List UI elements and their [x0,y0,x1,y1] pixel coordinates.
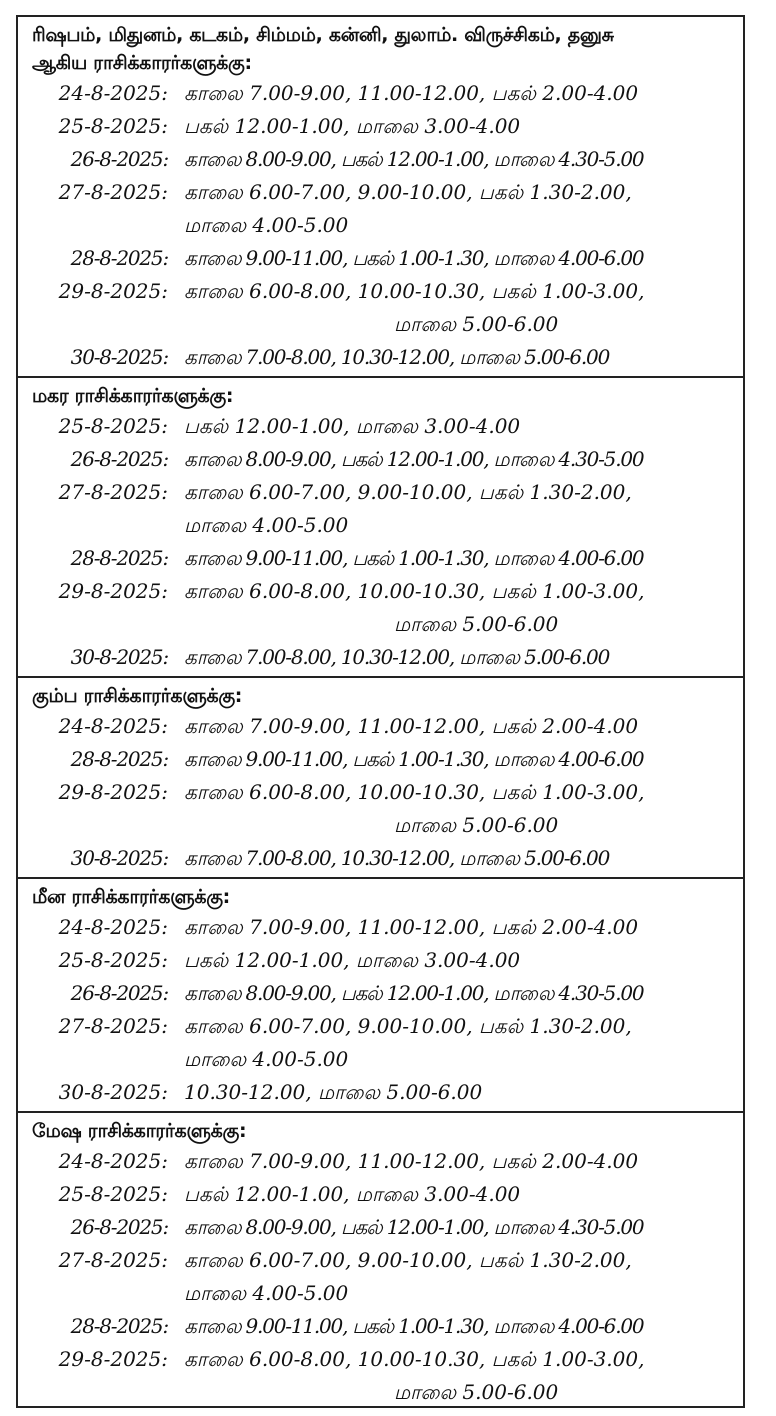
row-date: 28-8-2025: [70,747,168,771]
section-heading: மீன ராசிக்காரர்களுக்கு: [32,886,230,908]
row-times: காலை 9.00-11.00, பகல் 1.00-1.30, மாலை 4.00-6.00 [184,1314,644,1338]
schedule-row [18,476,743,509]
schedule-row [18,1343,743,1376]
row-times: காலை 9.00-11.00, பகல் 1.00-1.30, மாலை 4.00-6.00 [184,747,644,771]
schedule-row [18,575,743,608]
schedule-row-continuation [18,809,743,842]
row-date: 27-8-2025: [58,1248,168,1272]
section-heading: மகர ராசிக்காரர்களுக்கு: [32,385,234,407]
row-times: காலை 6.00-7.00, 9.00-10.00, பகல் 1.30-2.00, [184,1248,632,1272]
section-mesha [18,1113,743,1411]
row-times: பகல் 12.00-1.00, மாலை 3.00-4.00 [184,948,521,972]
schedule-row [18,410,743,443]
section-meena [18,879,743,1113]
row-date: 29-8-2025: [58,279,168,303]
schedule-row [18,743,743,776]
row-times: காலை 7.00-8.00, 10.30-12.00, மாலை 5.00-6.00 [184,846,610,870]
schedule-row [18,944,743,977]
row-date: 25-8-2025: [58,414,168,438]
schedule-row-continuation [18,1277,743,1310]
schedule-row [18,1244,743,1277]
row-date: 28-8-2025: [70,1314,168,1338]
schedule-row-continuation [18,308,743,341]
row-times: மாலை 5.00-6.00 [394,312,559,336]
schedule-row [18,1310,743,1343]
row-times: காலை 6.00-7.00, 9.00-10.00, பகல் 1.30-2.00, [184,480,632,504]
row-times: காலை 9.00-11.00, பகல் 1.00-1.30, மாலை 4.00-6.00 [184,546,644,570]
row-times: பகல் 12.00-1.00, மாலை 3.00-4.00 [184,1182,521,1206]
schedule-row [18,1211,743,1244]
row-date: 29-8-2025: [58,780,168,804]
row-date: 29-8-2025: [58,579,168,603]
schedule-frame [16,15,745,1408]
schedule-row [18,1010,743,1043]
row-date: 24-8-2025: [58,1149,168,1173]
schedule-row [18,842,743,875]
section-heading: மேஷ ராசிக்காரர்களுக்கு: [32,1120,247,1142]
row-times: காலை 7.00-8.00, 10.30-12.00, மாலை 5.00-6.00 [184,345,610,369]
row-times: காலை 6.00-8.00, 10.00-10.30, பகல் 1.00-3.00, [184,279,645,303]
row-date: 25-8-2025: [58,1182,168,1206]
schedule-row [18,242,743,275]
section-heading-line: ரிஷபம், மிதுனம், கடகம், சிம்மம், கன்னி, துலாம். விருச்சிகம், தனுசு [32,24,614,46]
row-times: பகல் 12.00-1.00, மாலை 3.00-4.00 [184,114,521,138]
schedule-row-continuation [18,608,743,641]
schedule-row [18,110,743,143]
row-date: 24-8-2025: [58,81,168,105]
row-date: 25-8-2025: [58,114,168,138]
row-times: மாலை 4.00-5.00 [184,213,349,237]
row-date: 30-8-2025: [70,345,168,369]
schedule-row [18,542,743,575]
row-times: காலை 7.00-8.00, 10.30-12.00, மாலை 5.00-6.00 [184,645,610,669]
row-date: 30-8-2025: [70,645,168,669]
row-date: 26-8-2025: [70,447,168,471]
schedule-row [18,1178,743,1211]
row-times: காலை 7.00-9.00, 11.00-12.00, பகல் 2.00-4.00 [184,714,639,738]
row-times: மாலை 4.00-5.00 [184,513,349,537]
row-date: 24-8-2025: [58,714,168,738]
row-times: 10.30-12.00, மாலை 5.00-6.00 [184,1080,483,1104]
schedule-row [18,176,743,209]
schedule-row [18,1145,743,1178]
row-date: 27-8-2025: [58,1014,168,1038]
row-times: காலை 6.00-8.00, 10.00-10.30, பகல் 1.00-3.00, [184,780,645,804]
schedule-row-continuation [18,1043,743,1076]
schedule-row-continuation [18,209,743,242]
row-date: 30-8-2025: [70,846,168,870]
row-date: 25-8-2025: [58,948,168,972]
row-times: காலை 8.00-9.00, பகல் 12.00-1.00, மாலை 4.30-5.00 [184,981,644,1005]
schedule-row [18,77,743,110]
row-times: காலை 6.00-8.00, 10.00-10.30, பகல் 1.00-3.00, [184,1347,645,1371]
section-makara [18,378,743,678]
row-times: மாலை 5.00-6.00 [394,1380,559,1404]
row-times: காலை 7.00-9.00, 11.00-12.00, பகல் 2.00-4.00 [184,915,639,939]
schedule-row [18,977,743,1010]
schedule-row [18,641,743,674]
row-date: 27-8-2025: [58,180,168,204]
row-times: காலை 8.00-9.00, பகல் 12.00-1.00, மாலை 4.30-5.00 [184,147,644,171]
row-date: 28-8-2025: [70,546,168,570]
row-times: காலை 8.00-9.00, பகல் 12.00-1.00, மாலை 4.30-5.00 [184,1215,644,1239]
schedule-row [18,710,743,743]
schedule-row [18,911,743,944]
schedule-row [18,341,743,374]
row-times: காலை 7.00-9.00, 11.00-12.00, பகல் 2.00-4.00 [184,1149,639,1173]
schedule-row [18,776,743,809]
row-times: மாலை 5.00-6.00 [394,813,559,837]
schedule-row [18,275,743,308]
row-date: 26-8-2025: [70,981,168,1005]
schedule-row-continuation [18,509,743,542]
section-kumbha [18,678,743,879]
row-date: 26-8-2025: [70,147,168,171]
row-times: மாலை 4.00-5.00 [184,1047,349,1071]
schedule-row [18,443,743,476]
row-date: 30-8-2025: [58,1080,168,1104]
row-date: 28-8-2025: [70,246,168,270]
schedule-row-continuation [18,1376,743,1409]
row-times: காலை 6.00-7.00, 9.00-10.00, பகல் 1.30-2.00, [184,180,632,204]
row-date: 27-8-2025: [58,480,168,504]
schedule-row [18,1076,743,1109]
row-date: 26-8-2025: [70,1215,168,1239]
row-times: காலை 7.00-9.00, 11.00-12.00, பகல் 2.00-4.00 [184,81,639,105]
row-times: காலை 9.00-11.00, பகல் 1.00-1.30, மாலை 4.00-6.00 [184,246,644,270]
schedule-row [18,143,743,176]
row-times: காலை 8.00-9.00, பகல் 12.00-1.00, மாலை 4.30-5.00 [184,447,644,471]
row-times: காலை 6.00-7.00, 9.00-10.00, பகல் 1.30-2.00, [184,1014,632,1038]
section-rishabam-group [18,17,743,378]
row-date: 29-8-2025: [58,1347,168,1371]
row-times: மாலை 4.00-5.00 [184,1281,349,1305]
row-times: மாலை 5.00-6.00 [394,612,559,636]
section-heading: கும்ப ராசிக்காரர்களுக்கு: [32,685,243,707]
row-times: பகல் 12.00-1.00, மாலை 3.00-4.00 [184,414,521,438]
row-date: 24-8-2025: [58,915,168,939]
row-times: காலை 6.00-8.00, 10.00-10.30, பகல் 1.00-3.00, [184,579,645,603]
section-heading-line: ஆகிய ராசிக்காரர்களுக்கு: [32,52,252,74]
